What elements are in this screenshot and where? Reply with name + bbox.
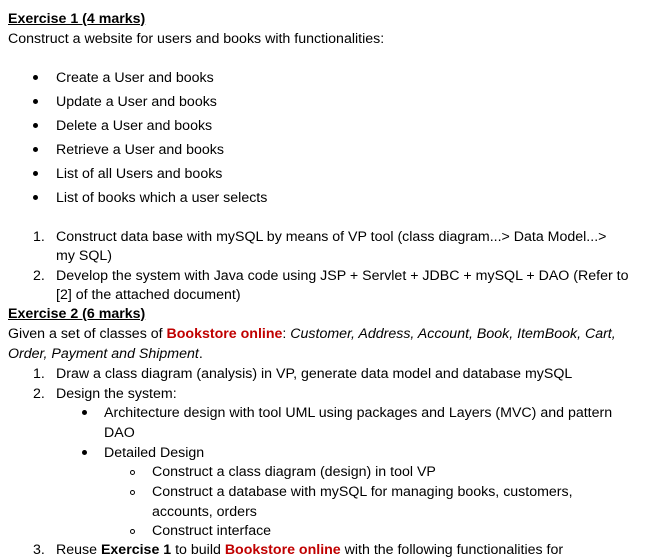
circle-bullet xyxy=(130,490,135,495)
list-item: List of books which a user selects xyxy=(56,190,268,206)
intro-end: . xyxy=(198,346,203,362)
list-item: Delete a User and books xyxy=(56,118,213,134)
exercise-2-title: Exercise 2 (6 marks) xyxy=(8,306,146,322)
bullet-dot xyxy=(33,171,38,176)
circle-bullet xyxy=(130,470,135,475)
bullet-dot xyxy=(33,147,38,152)
bullet-dot xyxy=(33,195,38,200)
bullet-dot xyxy=(33,99,38,104)
circle-bullet xyxy=(130,529,135,534)
step-text xyxy=(56,540,563,560)
step-number: 1. xyxy=(33,229,45,245)
step-text: [2] of the attached document) xyxy=(56,287,241,303)
exercise-1-ref: Exercise 1 xyxy=(100,542,172,558)
list-item: Create a User and books xyxy=(56,70,214,86)
step-number: 3. xyxy=(33,542,45,558)
design-item: Architecture design with tool UML using packages and Layers (MVC) and pattern xyxy=(104,405,613,421)
exercise-1-intro: Construct a website for users and books with functionalities: xyxy=(8,31,385,47)
sub-item: accounts, orders xyxy=(152,504,257,520)
sub-item: Construct a database with mySQL for managing books, customers, xyxy=(152,484,573,500)
sub-item: Construct a class diagram (design) in tool VP xyxy=(152,464,436,480)
bullet-dot xyxy=(82,450,87,455)
exercise-1-title: Exercise 1 (4 marks) xyxy=(8,11,146,27)
exercise-2-intro xyxy=(8,324,616,344)
step-text-part: Reuse xyxy=(56,542,101,558)
step-number: 1. xyxy=(33,366,45,382)
intro-text: Given a set of classes of xyxy=(8,326,167,342)
step-number: 2. xyxy=(33,386,45,402)
design-item: Detailed Design xyxy=(104,445,205,461)
intro-colon: : xyxy=(282,326,291,342)
exercise-2-intro-cont xyxy=(8,344,203,364)
list-item: Retrieve a User and books xyxy=(56,142,224,158)
step-text: Draw a class diagram (analysis) in VP, generate data model and database mySQL xyxy=(56,366,573,382)
list-item: List of all Users and books xyxy=(56,166,223,182)
bookstore-online-highlight: Bookstore online xyxy=(166,326,283,342)
class-list: Order, Payment and Shipment xyxy=(8,346,199,362)
bullet-dot xyxy=(33,75,38,80)
step-text-part: with the following functionalities for xyxy=(340,542,564,558)
bookstore-online-highlight: Bookstore online xyxy=(224,542,341,558)
step-text: Construct data base with mySQL by means of VP tool (class diagram...> Data Model...> xyxy=(56,229,607,245)
bullet-dot xyxy=(82,410,87,415)
step-text: Develop the system with Java code using JSP + Servlet + JDBC + mySQL + DAO (Refer to xyxy=(56,268,629,284)
step-number: 2. xyxy=(33,268,45,284)
step-text-part: to build xyxy=(171,542,225,558)
sub-item: Construct interface xyxy=(152,523,272,539)
step-text: my SQL) xyxy=(56,248,112,264)
list-item: Update a User and books xyxy=(56,94,217,110)
bullet-dot xyxy=(33,123,38,128)
design-item: DAO xyxy=(104,425,135,441)
step-text: Design the system: xyxy=(56,386,177,402)
class-list: Customer, Address, Account, Book, ItemBook, Cart, xyxy=(290,326,616,342)
